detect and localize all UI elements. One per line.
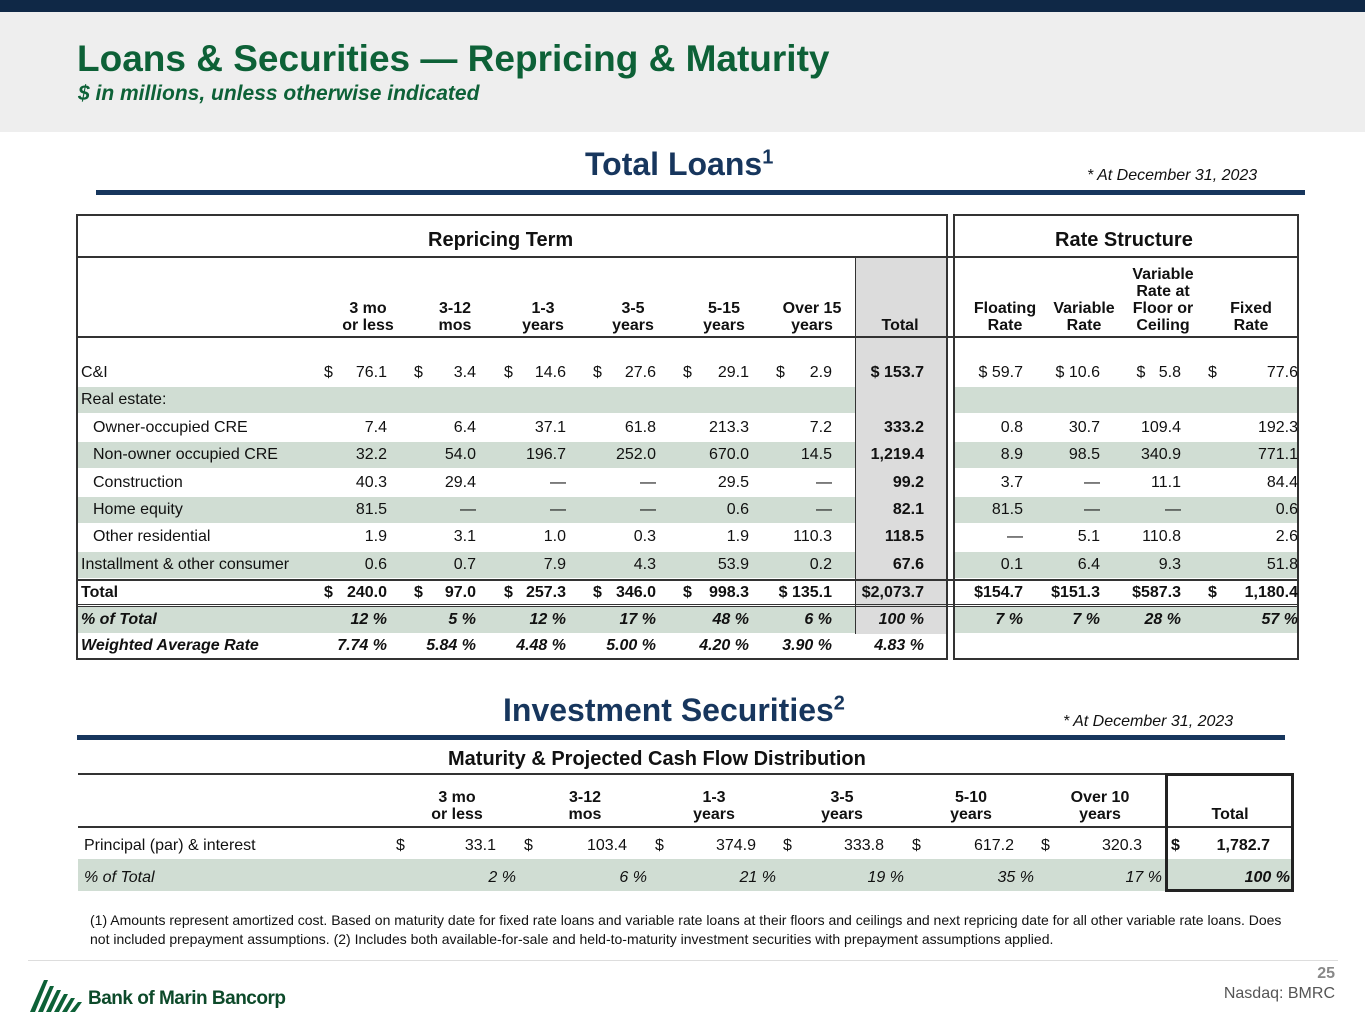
table-row — [78, 607, 1297, 633]
cell-value: 0.6 — [1275, 501, 1298, 518]
cell-value: 3.7 — [1000, 474, 1023, 491]
table-row — [78, 497, 1297, 523]
cell-value: 14.6 — [534, 364, 566, 381]
cell-value: — — [550, 501, 566, 518]
cell-value: — — [550, 474, 566, 491]
securities-rule — [77, 735, 1285, 740]
sec-col-total: Total — [1211, 806, 1249, 823]
cell-value: $ 135.1 — [778, 584, 832, 601]
cell-value: 257.3 — [525, 584, 566, 601]
table-row — [78, 552, 1297, 578]
cell-value: — — [640, 474, 656, 491]
cell-value: 8.9 — [1000, 446, 1023, 463]
sec-col-3-12: 3-12 mos — [568, 789, 602, 823]
cell-value: 196.7 — [525, 446, 566, 463]
table-row — [78, 415, 1297, 441]
currency-symbol: $ — [776, 364, 785, 381]
currency-symbol: $ — [504, 364, 513, 381]
cell-value: 0.8 — [1000, 419, 1023, 436]
top-bar — [0, 0, 1365, 12]
row-label: Installment & other consumer — [81, 556, 290, 573]
cell-value: 1.9 — [726, 528, 749, 545]
cell-value: 7.2 — [809, 419, 832, 436]
cell-value: 40.3 — [355, 474, 387, 491]
row-label: Non-owner occupied CRE — [93, 446, 278, 463]
currency-symbol: $ — [1208, 584, 1217, 601]
cell-value: 37.1 — [534, 419, 566, 436]
cell-total: 100 % — [878, 611, 924, 628]
cell-value: — — [1084, 501, 1100, 518]
cell-total: $ 153.7 — [870, 364, 924, 381]
cell-value: 0.2 — [809, 556, 832, 573]
cell-value: 48 % — [712, 611, 749, 628]
cell-value: 17 % — [619, 611, 656, 628]
header-rule — [78, 256, 1297, 258]
row-label: Total — [81, 584, 119, 601]
cell-value: 0.6 — [364, 556, 387, 573]
cell-value: 6.4 — [1077, 556, 1100, 573]
cell-value: 6.4 — [453, 419, 476, 436]
cell-value: 346.0 — [615, 584, 656, 601]
cell-value: 5.00 % — [606, 637, 656, 654]
cell-value: 3.90 % — [782, 637, 832, 654]
row-label: Weighted Average Rate — [81, 637, 259, 654]
cell-value: 0.1 — [1000, 556, 1023, 573]
cell-value: 32.2 — [355, 446, 387, 463]
footnote: (1) Amounts represent amortized cost. Based on maturity date for fixed rate loans and variable rate loans at their floors and ceilings and next repricing date for all other variable rate loans. Does not included prepayment assumptions. (2) Includes both available-for-sale and held-to-maturity investment securities with prepayment assumptions applied. — [90, 912, 1282, 947]
cell-value: 192.3 — [1257, 419, 1298, 436]
cell-value: 110.3 — [793, 528, 832, 545]
cell-value: 7.4 — [364, 419, 387, 436]
page-subtitle: $ in millions, unless otherwise indicated — [78, 82, 480, 105]
cell-value: 9.3 — [1158, 556, 1181, 573]
cell-value: 84.4 — [1266, 474, 1298, 491]
table-row — [78, 580, 1297, 606]
cell-value: 77.6 — [1266, 364, 1298, 381]
cell-value: — — [1165, 501, 1181, 518]
row-label: % of Total — [84, 869, 155, 886]
cell-value: 2.6 — [1275, 528, 1298, 545]
cell-value: 109.4 — [1140, 419, 1181, 436]
sec-col-3-5: 3-5 years — [821, 789, 863, 823]
cell-value: 5 % — [448, 611, 476, 628]
cell-value: 4.20 % — [699, 637, 749, 654]
cell-value: 7 % — [995, 611, 1023, 628]
cell-value: 0.7 — [453, 556, 476, 573]
col-1-3: 1-3 years — [522, 300, 564, 334]
currency-symbol: $ — [593, 584, 602, 601]
cell-value: 7 % — [1072, 611, 1100, 628]
cell-value: 81.5 — [991, 501, 1023, 518]
col-over15: Over 15 years — [782, 300, 842, 334]
row-label: Construction — [93, 474, 183, 491]
loans-rule — [96, 190, 1305, 195]
col-variable: Variable Rate — [1053, 300, 1115, 334]
cell-total: 99.2 — [892, 474, 924, 491]
cell-value: $ 10.6 — [1055, 364, 1100, 381]
currency-symbol: $ — [683, 364, 692, 381]
cell-value: — — [640, 501, 656, 518]
currency-symbol: $ — [593, 364, 602, 381]
cell-value: 97.0 — [444, 584, 476, 601]
cell-value: 29.1 — [717, 364, 749, 381]
cell-total: 67.6 — [892, 556, 924, 573]
cell-value: 12 % — [350, 611, 387, 628]
cell-value: 2.9 — [809, 364, 832, 381]
sec-col-5-10: 5-10 years — [950, 789, 992, 823]
cell-value: — — [816, 501, 832, 518]
cell-value: 29.5 — [717, 474, 749, 491]
cell-value: 4.3 — [633, 556, 656, 573]
cell-value: 61.8 — [624, 419, 656, 436]
col-3mo: 3 mo or less — [342, 300, 394, 334]
cell-value: 5.1 — [1077, 528, 1100, 545]
cell-value: 1.9 — [364, 528, 387, 545]
page-number: 25 — [1317, 965, 1335, 982]
footer-rule — [28, 960, 1338, 961]
cell-value: 54.0 — [444, 446, 476, 463]
currency-symbol: $ — [1208, 364, 1217, 381]
cell-value: 6 % — [804, 611, 832, 628]
cell-value: 5.84 % — [426, 637, 476, 654]
cell-value: 213.3 — [708, 419, 749, 436]
cell-value: 3.1 — [453, 528, 476, 545]
table-row — [78, 524, 1297, 550]
cell-value: 3.4 — [453, 364, 476, 381]
bank-logo-icon — [30, 974, 86, 1019]
row-label: Real estate: — [81, 391, 167, 408]
cell-value: 1,180.4 — [1244, 584, 1298, 601]
cell-total: 4.83 % — [874, 637, 924, 654]
cell-value: — — [816, 474, 832, 491]
cell-value: 998.3 — [708, 584, 749, 601]
table-row — [78, 387, 1297, 413]
col-floating: Floating Rate — [973, 300, 1037, 334]
cell-value: — — [1007, 528, 1023, 545]
header-rule — [78, 336, 1297, 338]
currency-symbol: $ — [324, 584, 333, 601]
cell-value: $ 5.8 — [1136, 364, 1181, 381]
col-fixed: Fixed Rate — [1230, 300, 1272, 334]
cell-value: 29.4 — [444, 474, 476, 491]
securities-row-pct: % of Total 2 % 6 % 21 % 19 % 35 % 17 % 100 % — [84, 869, 1290, 886]
sec-col-over10: Over 10 years — [1070, 789, 1130, 823]
cell-value: 4.48 % — [516, 637, 566, 654]
cell-value: 81.5 — [355, 501, 387, 518]
header — [0, 12, 1365, 132]
sec-col-3mo: 3 mo or less — [431, 789, 483, 823]
row-label: % of Total — [81, 611, 157, 628]
cell-value: 57 % — [1261, 611, 1298, 628]
cell-value: 670.0 — [708, 446, 749, 463]
table-row — [78, 470, 1297, 496]
table-row — [78, 442, 1297, 468]
cell-value: $587.3 — [1132, 584, 1181, 601]
cell-value: 76.1 — [355, 364, 387, 381]
cell-value: 252.0 — [615, 446, 656, 463]
row-label: C&I — [81, 364, 108, 381]
cell-value: 771.1 — [1257, 446, 1298, 463]
currency-symbol: $ — [504, 584, 513, 601]
loans-title: Total Loans$^1$ — [585, 146, 774, 182]
cell-total: $2,073.7 — [861, 584, 924, 601]
table-row — [78, 360, 1297, 386]
sec-col-1-3: 1-3 years — [693, 789, 735, 823]
currency-symbol: $ — [683, 584, 692, 601]
securities-as-of: * At December 31, 2023 — [1063, 713, 1234, 730]
cell-value: 1.0 — [543, 528, 566, 545]
table-row — [78, 633, 1297, 659]
group-rate-structure: Rate Structure — [1055, 229, 1193, 251]
row-label: Home equity — [93, 501, 183, 518]
cell-value: 28 % — [1144, 611, 1181, 628]
securities-title: Investment Securities$^2$ — [503, 692, 845, 728]
cell-value: 240.0 — [346, 584, 387, 601]
cell-value: 53.9 — [717, 556, 749, 573]
cell-value: 14.5 — [800, 446, 832, 463]
group-repricing-term: Repricing Term — [428, 229, 574, 251]
cell-value: 27.6 — [624, 364, 656, 381]
col-total: Total — [881, 317, 919, 334]
cell-value: 0.3 — [633, 528, 656, 545]
col-3-5: 3-5 years — [612, 300, 654, 334]
loans-as-of: * At December 31, 2023 — [1087, 167, 1258, 184]
cell-total: 333.2 — [883, 419, 924, 436]
cell-value: 340.9 — [1140, 446, 1181, 463]
cell-value: 51.8 — [1266, 556, 1298, 573]
row-label: Principal (par) & interest — [84, 837, 256, 854]
cell-value: 110.8 — [1142, 528, 1181, 545]
cell-value: $151.3 — [1051, 584, 1100, 601]
securities-header-rule — [78, 773, 1293, 775]
securities-row-principal: Principal (par) & interest $ 33.1 $ 103.4 $ 374.9 $ 333.8 $ 617.2 $ 320.3 $ 1,782.7 — [84, 837, 1270, 854]
cell-value: $ 59.7 — [978, 364, 1023, 381]
ticker: Nasdaq: BMRC — [1223, 985, 1335, 1002]
cell-value: — — [1084, 474, 1100, 491]
currency-symbol: $ — [414, 584, 423, 601]
cell-value: 7.9 — [543, 556, 566, 573]
cell-value: $154.7 — [974, 584, 1023, 601]
cell-value: 30.7 — [1068, 419, 1100, 436]
currency-symbol: $ — [324, 364, 333, 381]
cell-value: 0.6 — [726, 501, 749, 518]
securities-group-header: Maturity & Projected Cash Flow Distribution — [448, 748, 866, 770]
cell-value: 11.1 — [1151, 474, 1181, 491]
cell-value: 7.74 % — [337, 637, 387, 654]
cell-total: 1,219.4 — [870, 446, 924, 463]
page-title: Loans & Securities — Repricing & Maturity — [77, 38, 830, 79]
cell-total: 82.1 — [892, 501, 924, 518]
col-5-15: 5-15 years — [703, 300, 745, 334]
row-label: Other residential — [93, 528, 211, 545]
cell-total: 118.5 — [884, 528, 924, 545]
cell-value: — — [460, 501, 476, 518]
col-3-12: 3-12 mos — [438, 300, 472, 334]
col-variable-floor: Variable Rate at Floor or Ceiling — [1132, 266, 1194, 334]
currency-symbol: $ — [414, 364, 423, 381]
securities-header-rule — [78, 826, 1293, 828]
logo-text: Bank of Marin Bancorp — [88, 988, 286, 1009]
row-label: Owner-occupied CRE — [93, 419, 248, 436]
cell-value: 12 % — [529, 611, 566, 628]
cell-value: 98.5 — [1068, 446, 1100, 463]
